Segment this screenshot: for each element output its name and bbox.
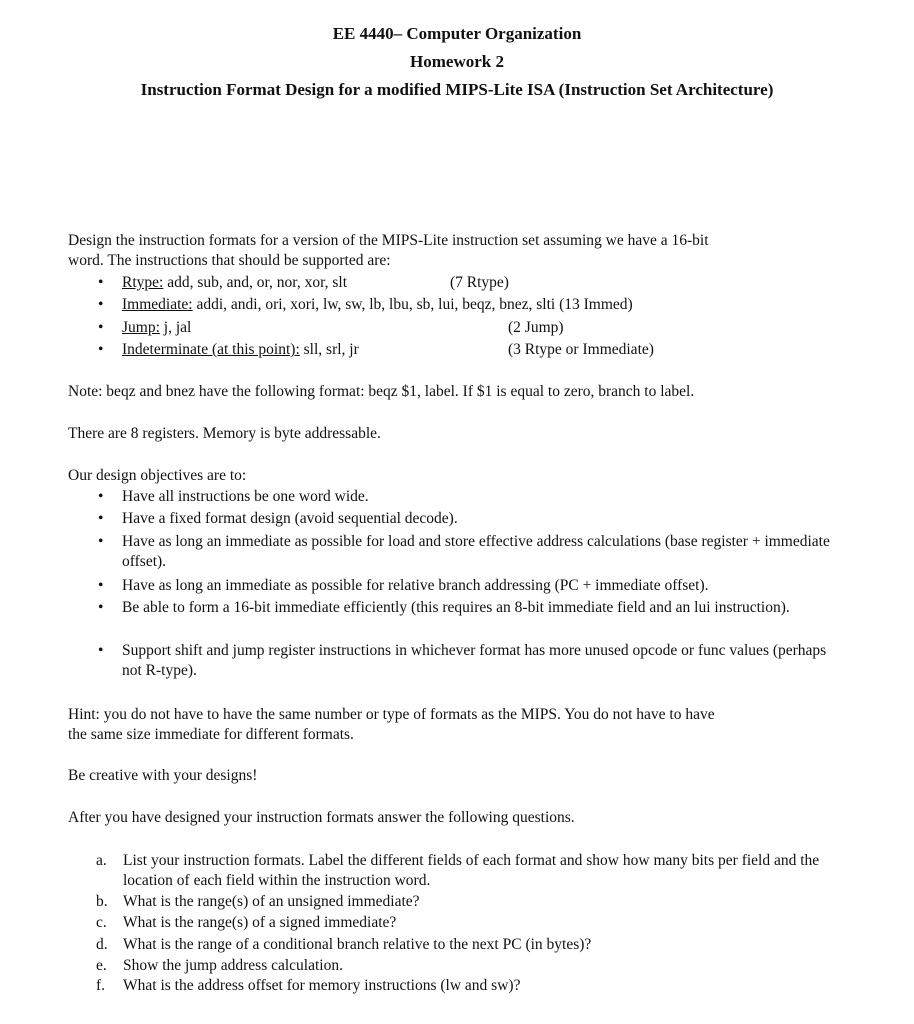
objective-item: • Support shift and jump register instructions in whichever format has more unused opcode or func values (perhaps not R-type). xyxy=(98,642,827,679)
question-letter: a. xyxy=(96,852,107,869)
instruction-count: (2 Jump) xyxy=(508,319,564,336)
question-text: Show the jump address calculation. xyxy=(123,957,343,974)
instruction-count: (7 Rtype) xyxy=(450,274,509,291)
question-text: What is the address offset for memory instructions (lw and sw)? xyxy=(123,977,521,994)
bullet-icon: • xyxy=(98,577,104,594)
registers-note: There are 8 registers. Memory is byte addressable. xyxy=(68,425,381,442)
question-text: What is the range(s) of an unsigned immediate? xyxy=(123,893,420,910)
question-letter: e. xyxy=(96,957,107,974)
question-text: What is the range of a conditional branch relative to the next PC (in bytes)? xyxy=(123,936,592,953)
instruction-list: sll, srl, jr xyxy=(299,341,359,358)
bullet-icon: • xyxy=(98,533,104,550)
assignment-title: Instruction Format Design for a modified MIPS-Lite ISA (Instruction Set Architecture) xyxy=(140,80,774,99)
instruction-list: j, jal xyxy=(159,319,192,336)
question-text: List your instruction formats. Label the different fields of each format and show how many bits per field and the location of each field within the instruction word. xyxy=(123,852,820,889)
question-item xyxy=(96,851,866,891)
objective-item: • Have as long an immediate as possible for load and store effective address calculations (base register + immediate offset). xyxy=(98,533,830,570)
instruction-list: add, sub, and, or, nor, xor, slt xyxy=(163,274,348,291)
creative-note: Be creative with your designs! xyxy=(68,767,258,784)
question-letter: c. xyxy=(96,914,107,931)
bullet-icon: • xyxy=(98,488,104,505)
objective-item: • Be able to form a 16-bit immediate efficiently (this requires an 8-bit immediate field and an lui instruction). xyxy=(98,599,790,616)
bullet-icon: • xyxy=(98,274,104,291)
question-text: What is the range(s) of a signed immediate? xyxy=(123,914,397,931)
question-item xyxy=(96,913,866,933)
question-letter: f. xyxy=(96,977,106,994)
question-item xyxy=(96,956,866,976)
instruction-category: Immediate: xyxy=(122,296,193,313)
instruction-category: Indeterminate (at this point): xyxy=(122,341,300,358)
bullet-icon: • xyxy=(98,296,104,313)
hint-line-2: the same size immediate for different formats. xyxy=(68,726,354,743)
question-item xyxy=(96,976,866,996)
instruction-item-immediate xyxy=(98,295,858,315)
bullet-icon: • xyxy=(98,319,104,336)
objective-item: • Have as long an immediate as possible for relative branch addressing (PC + immediate offset). xyxy=(98,577,709,594)
bullet-icon: • xyxy=(98,599,104,616)
intro-line-1: Design the instruction formats for a version of the MIPS-Lite instruction set assuming we have a 16-bit xyxy=(68,232,709,249)
question-letter: d. xyxy=(96,936,108,953)
hint-line-1: Hint: you do not have to have the same number or type of formats as the MIPS. You do not have to have xyxy=(68,706,715,723)
question-letter: b. xyxy=(96,893,108,910)
bullet-icon: • xyxy=(98,341,104,358)
instruction-item-indeterminate xyxy=(98,340,858,360)
instruction-item-jump xyxy=(98,318,858,338)
question-item xyxy=(96,935,866,955)
bullet-icon: • xyxy=(98,642,104,659)
objectives-title: Our design objectives are to: xyxy=(68,467,247,484)
objective-item: • Have all instructions be one word wide. xyxy=(98,488,369,505)
intro-line-2: word. The instructions that should be supported are: xyxy=(68,252,391,269)
objective-item: • Have a fixed format design (avoid sequential decode). xyxy=(98,510,458,527)
questions-intro: After you have designed your instruction formats answer the following questions. xyxy=(68,809,575,826)
instruction-item-rtype xyxy=(98,273,858,293)
instruction-list: addi, andi, ori, xori, lw, sw, lb, lbu, sb, lui, beqz, bnez, slti (13 Immed) xyxy=(192,296,633,313)
instruction-count: (3 Rtype or Immediate) xyxy=(508,341,654,358)
question-item xyxy=(96,892,866,912)
instruction-category: Rtype: xyxy=(122,274,164,291)
homework-number: Homework 2 xyxy=(410,52,504,71)
course-title: EE 4440– Computer Organization xyxy=(332,24,582,43)
beqz-note: Note: beqz and bnez have the following format: beqz $1, label. If $1 is equal to zero, branch to label. xyxy=(68,383,695,400)
instruction-category: Jump: xyxy=(122,319,160,336)
bullet-icon: • xyxy=(98,510,104,527)
